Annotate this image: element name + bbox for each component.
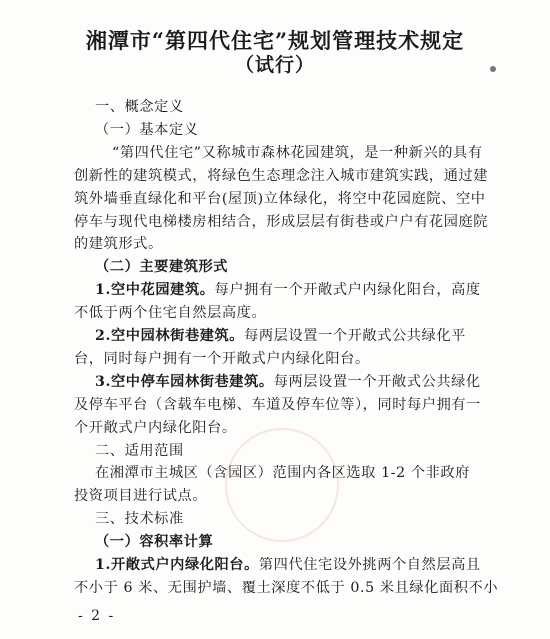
- document-title: 湘潭市“第四代住宅”规划管理技术规定: [85, 28, 465, 53]
- line-text: 台，同时每户拥有一个开敞式户内绿化阳台。: [74, 350, 370, 367]
- body-line: [74, 233, 163, 253]
- document-subtitle: （试行）: [234, 54, 315, 76]
- line-text: 每两层设置一个开敞式公共绿化: [273, 373, 481, 390]
- line-text: 一、概念定义: [95, 99, 184, 115]
- line-text: 个开敞式户内绿化阳台。: [74, 419, 237, 436]
- line-text: 每户拥有一个开敞式户内绿化阳台，高度: [214, 282, 481, 299]
- line-text: 每两层设置一个开敞式公共绿化平: [244, 328, 466, 344]
- body-line: [95, 462, 470, 482]
- line-text: 停车与现代电梯楼房相结合，形成层层有街巷或户户有花园庭院: [74, 213, 489, 230]
- line-text: 的建筑形式。: [74, 236, 163, 253]
- body-line: [74, 188, 486, 208]
- line-text: 不低于两个住宅自然层高度。: [74, 305, 267, 322]
- item-heading: 1.开敞式户内绿化阳台。: [95, 557, 259, 573]
- body-line: [95, 279, 481, 299]
- line-text: 筑外墙垂直绿化和平台(屋顶)立体绿化，将空中花园庭院、空中: [74, 190, 486, 207]
- line-text: “第四代住宅”又称城市森林花园建筑，是一种新兴的具有: [112, 144, 483, 161]
- body-line: [112, 142, 483, 162]
- line-text: 二、适用范围: [95, 442, 184, 459]
- line-text: 创新性的建筑模式，将绿色生态理念注入城市建筑实践，通过建: [74, 167, 489, 184]
- body-line: [95, 96, 184, 116]
- body-line: [74, 348, 370, 368]
- item-heading: 3.空中停车园林街巷建筑。: [95, 373, 274, 390]
- body-line: [74, 577, 498, 597]
- line-text: （一）容积率计算: [95, 534, 214, 551]
- line-text: 投资项目进行试点。: [74, 488, 208, 505]
- body-line: [95, 440, 184, 460]
- item-heading: 1.空中花园建筑。: [95, 282, 215, 299]
- faded-seal-stamp: [225, 428, 339, 542]
- body-line: [95, 119, 199, 139]
- item-heading: 2.空中园林街巷建筑。: [95, 328, 245, 344]
- body-line: [74, 211, 488, 231]
- body-line: [95, 554, 481, 574]
- line-text: 不小于 6 米、无围护墙、覆土深度不低于 0.5 米且绿化面积不小: [74, 579, 499, 596]
- line-text: 三、技术标准: [95, 511, 184, 528]
- body-line: [95, 325, 466, 345]
- page-number: - 2 -: [78, 608, 116, 624]
- line-text: 及停车平台（含载车电梯、车道及停车位等），同时每户拥有一: [74, 396, 481, 413]
- body-line: [95, 508, 184, 528]
- body-line: [74, 485, 207, 505]
- body-line: [95, 371, 481, 391]
- body-line: [95, 256, 228, 276]
- body-line: [95, 531, 213, 551]
- line-text: （二）主要建筑形式: [95, 259, 229, 276]
- line-text: （一）基本定义: [95, 121, 199, 138]
- line-text: 第四代住宅设外挑两个自然层高且: [258, 557, 481, 573]
- body-line: [74, 394, 481, 414]
- body-line: [74, 302, 266, 322]
- body-line: [74, 165, 488, 185]
- line-text: 在湘潭市主城区（含园区）范围内各区选取 1-2 个非政府: [95, 465, 470, 482]
- body-line: [74, 417, 237, 437]
